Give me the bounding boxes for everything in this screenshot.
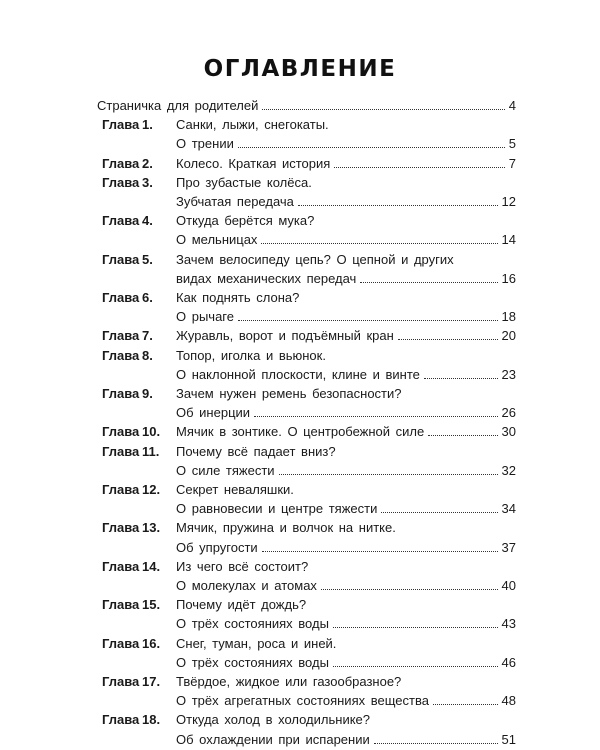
toc-entry	[0, 672, 600, 692]
dot-leader	[238, 320, 498, 321]
toc-entry	[0, 422, 600, 442]
page-number: 43	[501, 616, 516, 632]
toc-entry	[0, 115, 600, 135]
toc-entry-continuation	[0, 192, 600, 212]
chapter-word: Глава	[102, 251, 140, 267]
toc-entry-title: Об инерции	[176, 405, 251, 421]
toc-entry-continuation	[0, 538, 600, 558]
page-number: 5	[508, 136, 516, 152]
chapter-label	[102, 422, 161, 442]
chapter-label	[102, 384, 153, 404]
toc-entry-title: Зачем нужен ремень безопасности?	[176, 386, 402, 401]
dot-leader	[381, 512, 498, 513]
dot-leader	[398, 339, 498, 340]
toc-entry-continuation	[0, 653, 600, 673]
toc-entry-title: О трёх состояниях воды	[176, 654, 329, 670]
toc-entry	[0, 480, 600, 500]
chapter-number: 3.	[142, 174, 153, 190]
toc-entry-title: Секрет неваляшки.	[176, 482, 294, 497]
toc-entry	[0, 634, 600, 654]
chapter-number: 4.	[142, 213, 153, 229]
toc-entry	[0, 518, 600, 538]
toc-entry-title: Как поднять слона?	[176, 290, 300, 305]
toc-entry-continuation	[0, 365, 600, 385]
chapter-number: 13.	[142, 520, 161, 536]
toc-entry-title: видах механических передач	[176, 270, 357, 286]
chapter-word: Глава	[102, 597, 140, 613]
chapter-word: Глава	[102, 635, 140, 651]
toc-entry	[0, 595, 600, 615]
toc-entry-title: Зубчатая передача	[176, 194, 294, 209]
dot-leader	[298, 205, 498, 206]
toc-entry	[0, 154, 600, 174]
chapter-word: Глава	[102, 347, 140, 363]
toc-entry-continuation	[0, 230, 600, 250]
page-number: 30	[501, 424, 516, 440]
page-title: ОГЛАВЛЕНИЕ	[203, 56, 397, 82]
dot-leader	[238, 147, 505, 148]
chapter-word: Глава	[102, 328, 140, 344]
page-number: 14	[501, 232, 516, 248]
toc-entry-title: Топор, иголка и вьюнок.	[176, 347, 326, 363]
toc-entry-continuation	[0, 614, 600, 634]
chapter-label	[102, 115, 153, 135]
dot-leader	[333, 666, 498, 667]
chapter-label	[102, 326, 153, 346]
chapter-label	[102, 346, 153, 366]
chapter-number: 2.	[142, 155, 153, 171]
chapter-number: 6.	[142, 290, 153, 305]
dot-leader	[334, 167, 505, 168]
chapter-word: Глава	[102, 155, 140, 171]
toc-entry-title: Откуда берётся мука?	[176, 213, 315, 229]
chapter-number: 16.	[142, 635, 161, 651]
toc-entry-continuation	[0, 134, 600, 154]
dot-leader	[262, 109, 505, 110]
chapter-number: 5.	[142, 251, 153, 267]
toc-entry-continuation	[0, 461, 600, 481]
toc-entry-title: Об охлаждении при испарении	[176, 731, 370, 747]
chapter-word: Глава	[102, 117, 140, 133]
page-number: 51	[501, 731, 516, 747]
page-number: 16	[501, 270, 516, 286]
page-number: 34	[501, 501, 516, 517]
toc-entry-title: О мельницах	[176, 232, 258, 248]
chapter-label	[102, 211, 153, 231]
page-number: 48	[501, 693, 516, 709]
dot-leader	[428, 435, 498, 436]
chapter-word: Глава	[102, 482, 140, 497]
dot-leader	[333, 627, 498, 628]
chapter-number: 14.	[142, 558, 161, 574]
toc-entry	[0, 384, 600, 404]
page-number: 12	[501, 194, 516, 209]
chapter-number: 8.	[142, 347, 153, 363]
dot-leader	[321, 589, 498, 590]
chapter-number: 12.	[142, 482, 161, 497]
toc-entry-title: Мячик, пружина и волчок на нитке.	[176, 520, 396, 536]
chapter-label	[102, 480, 161, 500]
chapter-label	[102, 634, 161, 654]
chapter-word: Глава	[102, 520, 140, 536]
chapter-word: Глава	[102, 213, 140, 229]
toc-entry-title: Снег, туман, роса и иней.	[176, 635, 337, 651]
page-number: 37	[501, 539, 516, 555]
page-number: 46	[501, 654, 516, 670]
dot-leader	[279, 474, 498, 475]
chapter-word: Глава	[102, 712, 140, 728]
chapter-number: 11.	[142, 443, 160, 459]
page-number: 20	[501, 328, 516, 344]
toc-entry-continuation	[0, 269, 600, 289]
toc-entry-continuation	[0, 307, 600, 327]
chapter-number: 7.	[142, 328, 153, 344]
toc-entry	[0, 250, 600, 270]
chapter-word: Глава	[102, 674, 140, 689]
chapter-word: Глава	[102, 424, 140, 440]
toc-entry-title: Санки, лыжи, снегокаты.	[176, 117, 329, 133]
toc-entry-title: О рычаге	[176, 309, 234, 325]
toc-entry-title: Мячик в зонтике. О центробежной силе	[176, 424, 425, 440]
toc-entry-title: Страничка для родителей	[97, 98, 259, 113]
toc-entry-title: О молекулах и атомах	[176, 578, 317, 593]
chapter-word: Глава	[102, 443, 140, 459]
toc-entry-title: О трении	[176, 136, 234, 152]
toc-entry	[0, 96, 600, 116]
toc-entry-continuation	[0, 403, 600, 423]
chapter-number: 15.	[142, 597, 161, 613]
toc-entry	[0, 288, 600, 308]
chapter-label	[102, 442, 160, 462]
chapter-number: 10.	[142, 424, 161, 440]
dot-leader	[261, 243, 498, 244]
chapter-word: Глава	[102, 174, 140, 190]
page-number: 32	[501, 462, 516, 478]
toc-entry	[0, 557, 600, 577]
chapter-label	[102, 288, 153, 308]
chapter-label	[102, 595, 161, 615]
chapter-label	[102, 173, 153, 193]
toc-entry-title: Из чего всё состоит?	[176, 558, 309, 574]
toc-entry	[0, 442, 600, 462]
toc-entry-title: Об упругости	[176, 539, 258, 555]
dot-leader	[374, 743, 498, 744]
toc-entry-continuation	[0, 730, 600, 750]
toc-entry-title: Колесо. Краткая история	[176, 155, 331, 171]
chapter-label	[102, 710, 161, 730]
chapter-number: 9.	[142, 386, 153, 401]
chapter-label	[102, 518, 161, 538]
page-number: 4	[508, 98, 516, 113]
toc-entry-title: Почему всё падает вниз?	[176, 443, 336, 459]
chapter-word: Глава	[102, 558, 140, 574]
toc-entry-title: О силе тяжести	[176, 462, 275, 478]
dot-leader	[360, 282, 498, 283]
toc-entry-continuation	[0, 691, 600, 711]
toc-entry	[0, 173, 600, 193]
dot-leader	[424, 378, 498, 379]
toc-entry	[0, 211, 600, 231]
toc-entry-continuation	[0, 499, 600, 519]
toc-entry-title: Журавль, ворот и подъёмный кран	[176, 328, 394, 344]
page-number: 26	[501, 405, 516, 421]
chapter-label	[102, 557, 161, 577]
toc-entry-title: О трёх состояниях воды	[176, 616, 329, 632]
toc-entry-title: Про зубастые колёса.	[176, 174, 312, 190]
chapter-number: 17.	[142, 674, 161, 689]
page-number: 40	[501, 578, 516, 593]
chapter-label	[102, 250, 153, 270]
toc-entry-title: Зачем велосипеду цепь? О цепной и других	[176, 251, 454, 267]
dot-leader	[254, 416, 498, 417]
dot-leader	[433, 704, 498, 705]
toc-entry-continuation	[0, 576, 600, 596]
chapter-word: Глава	[102, 290, 140, 305]
chapter-number: 18.	[142, 712, 161, 728]
page-number: 23	[501, 366, 516, 382]
toc-entry-title: О трёх агрегатных состояниях вещества	[176, 693, 429, 709]
toc-entry-title: Откуда холод в холодильнике?	[176, 712, 370, 728]
toc-entry-title: Почему идёт дождь?	[176, 597, 307, 613]
toc-entry	[0, 710, 600, 730]
toc-entry	[0, 346, 600, 366]
toc-entry-title: О равновесии и центре тяжести	[176, 501, 378, 517]
chapter-number: 1.	[142, 117, 153, 133]
toc-entry-title: Твёрдое, жидкое или газообразное?	[176, 674, 402, 689]
toc-entry-title: О наклонной плоскости, клине и винте	[176, 366, 420, 382]
page-number: 7	[508, 155, 516, 171]
page-number: 18	[501, 309, 516, 325]
toc-entry	[0, 326, 600, 346]
dot-leader	[262, 551, 498, 552]
chapter-label	[102, 154, 153, 174]
chapter-word: Глава	[102, 386, 140, 401]
chapter-label	[102, 672, 161, 692]
